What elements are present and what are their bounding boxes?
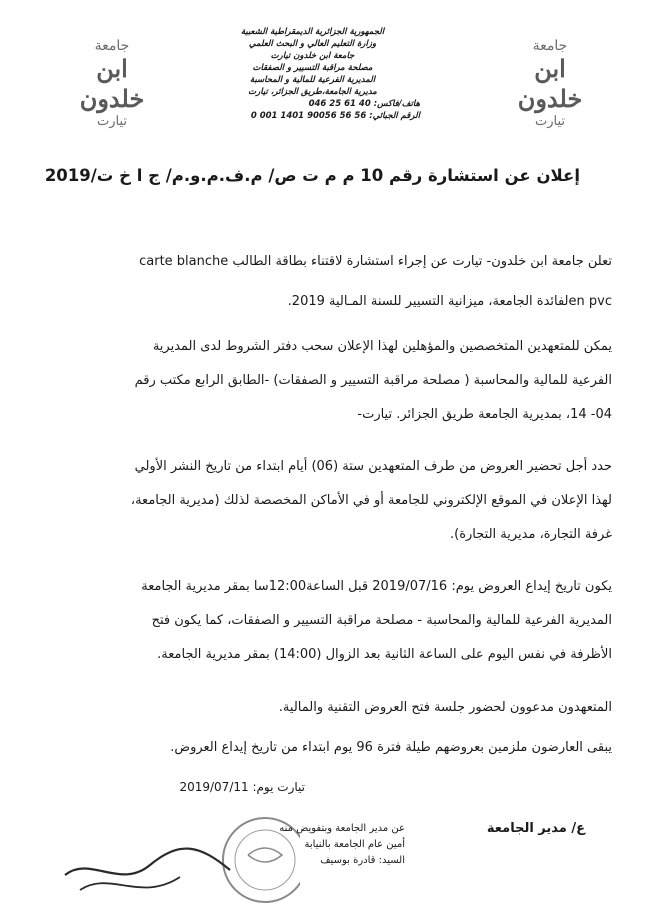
- header-phone: هاتف/فاكس: 40 61 25 046: [308, 99, 420, 109]
- header-line: جامعة ابن خلدون تيارت: [270, 51, 355, 61]
- header-line: المديرية الفرعية للمالية و المحاسبة: [249, 75, 376, 85]
- paragraph-validity: [30, 728, 612, 768]
- paragraph-line: الأظرفة في نفس اليوم على الساعة الثانية بعد الزوال (14:00) بمقر مديرية الجامعة.: [157, 647, 612, 662]
- paragraph-line: يمكن للمتعهدين المتخصصين والمؤهلين لهذا الإعلان سحب دفتر الشروط لدى المديرية: [152, 339, 612, 354]
- paragraph-specifications: [30, 330, 612, 432]
- paragraph-invitation: [30, 688, 612, 728]
- paragraph-line: en pvcلفائدة الجامعة، ميزانية التسيير للسنة المـالية 2019.: [287, 294, 612, 309]
- signature-title: ع/ مدير الجامعة: [486, 821, 585, 836]
- city-date: تيارت يوم: 2019/07/11: [179, 780, 305, 794]
- paragraph-line: حدد أجل تحضير العروض من طرف المتعهدين ستة (06) أيام ابتداء من تاريخ النشر الأولي: [134, 459, 612, 474]
- paragraph-submission: [30, 570, 612, 672]
- paragraph-deadline: [30, 450, 612, 552]
- paragraph-line: غرفة التجارة، مديرية التجارة).: [450, 527, 612, 542]
- university-logo-right: [500, 38, 600, 128]
- letterhead: [205, 26, 420, 122]
- logo-city: تيارت: [96, 114, 128, 129]
- paragraph-line: الفرعية للمالية والمحاسبة ( مصلحة مراقبة التسيير و الصفقات) -الطابق الرابع مكتب رقم: [134, 373, 612, 388]
- signature-line: عن مدير الجامعة وبتفويض منه: [279, 823, 405, 834]
- header-line: الجمهورية الجزائرية الديمقراطية الشعبية: [240, 27, 385, 37]
- paragraph-line: تعلن جامعة ابن خلدون- تيارت عن إجراء استشارة لاقتناء بطاقة الطالب carte blanche: [139, 254, 612, 269]
- official-stamp-icon: [60, 815, 300, 907]
- signature-line: أمين عام الجامعة بالنيابة: [304, 839, 405, 850]
- logo-top-text: جامعة: [532, 38, 568, 54]
- header-line: مصلحة مراقبة التسيير و الصفقات: [252, 63, 373, 73]
- logo-top-text: جامعة: [94, 38, 130, 54]
- logo-name: ابن خلدون: [79, 54, 145, 113]
- signature-line: السيد: قادرة بوسيف: [320, 855, 405, 866]
- logo-name: ابن خلدون: [517, 54, 583, 113]
- header-line: مديرية الجامعة،طريق الجزائر، تيارت: [248, 87, 377, 97]
- university-logo-left: [62, 38, 162, 128]
- header-line: وزارة التعليم العالي و البحث العلمي: [248, 39, 377, 49]
- paragraph-line: يبقى العارضون ملزمين بعروضهم طيلة فترة 96 يوم ابتداء من تاريخ إيداع العروض.: [170, 740, 612, 755]
- paragraph-line: يكون تاريخ إيداع العروض يوم: 2019/07/16 قبل الساعة12:00سا بمقر مديرية الجامعة: [141, 579, 612, 594]
- paragraph-line: المديرية الفرعية للمالية والمحاسبة - مصلحة مراقبة التسيير و الصفقات، كما يكون فتح: [151, 613, 612, 628]
- paragraph-line: المتعهدون مدعوون لحضور جلسة فتح العروض التقنية والمالية.: [278, 700, 612, 715]
- paragraph-intro: [30, 242, 612, 322]
- logo-city: تيارت: [534, 114, 566, 129]
- paragraph-line: 04- 14، بمديرية الجامعة طريق الجزائر. تيارت-: [357, 407, 612, 422]
- paragraph-line: لهذا الإعلان في الموقع الإلكتروني للجامعة أو في الأماكن المخصصة لذلك (مديرية الجامعة،: [130, 493, 612, 508]
- header-tax-number: الرقم الجبائي: 56 56 90056 1401 001 0: [250, 111, 420, 121]
- signature-block: [60, 815, 585, 905]
- announcement-title: إعلان عن استشارة رقم 10 م م ت ص/ م.ف.م.و.م/ ج ا خ ت/2019: [44, 166, 580, 185]
